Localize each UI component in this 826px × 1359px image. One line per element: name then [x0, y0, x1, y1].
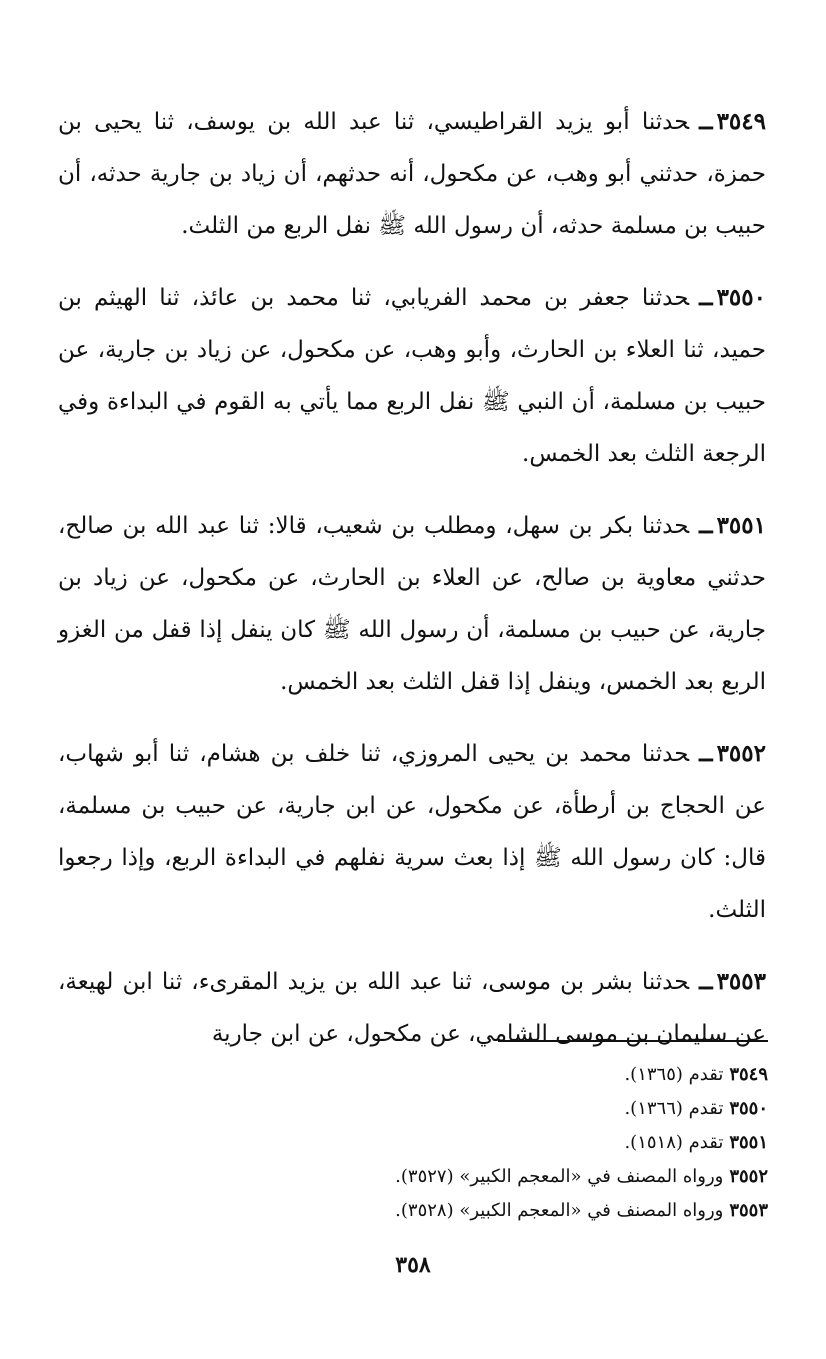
hadith-entry — [58, 272, 766, 480]
hadith-number: ٣٥٥٢ — [716, 740, 766, 767]
hadith-dash: ــ — [699, 108, 713, 135]
hadith-number: ٣٥٥٠ — [716, 284, 766, 311]
hadith-text: حدثنا محمد بن يحيى المروزي، ثنا خلف بن هشام، ثنا أبو شهاب، عن الحجاج بن أرطأة، عن مكحول، عن ابن جارية، عن حبيب بن مسلمة، قال: كان رسول الله ﷺ إذا بعث سرية نفلهم في البداءة الربع، وإذا رجعوا الثلث. — [58, 741, 766, 923]
footnote-item — [60, 1126, 768, 1160]
footnote-item — [60, 1058, 768, 1092]
footnote-number: ٣٥٥٠ — [729, 1098, 768, 1119]
footnote-number: ٣٥٥٢ — [729, 1166, 768, 1187]
footnotes — [60, 1058, 768, 1228]
hadith-dash: ــ — [699, 512, 713, 539]
hadith-entry — [58, 728, 766, 936]
hadith-number: ٣٥٤٩ — [716, 108, 766, 135]
hadith-entry — [58, 96, 766, 252]
footnote-number: ٣٥٥١ — [729, 1132, 768, 1153]
page-body — [58, 96, 766, 1080]
hadith-number: ٣٥٥١ — [716, 512, 766, 539]
hadith-entry — [58, 956, 766, 1060]
hadith-dash: ــ — [699, 284, 713, 311]
hadith-text: حدثنا بكر بن سهل، ومطلب بن شعيب، قالا: ثنا عبد الله بن صالح، حدثني معاوية بن صالح، عن العلاء بن الحارث، عن مكحول، عن زياد بن جارية، عن حبيب بن مسلمة، أن رسول الله ﷺ كان ينفل إذا قفل من الغزو الربع بعد الخمس، وينفل إذا قفل الثلث بعد الخمس. — [58, 513, 766, 695]
page-number: ٣٥٨ — [395, 1252, 431, 1278]
footnote-text: تقدم (١٣٦٦). — [624, 1098, 724, 1119]
footnote-text: تقدم (١٥١٨). — [624, 1132, 724, 1153]
hadith-number: ٣٥٥٣ — [716, 968, 766, 995]
hadith-text: حدثنا أبو يزيد القراطيسي، ثنا عبد الله بن يوسف، ثنا يحيى بن حمزة، حدثني أبو وهب، عن مكحول، أنه حدثهم، أن زياد بن جارية حدثه، أن حبيب بن مسلمة حدثه، أن رسول الله ﷺ نفل الربع من الثلث. — [58, 109, 766, 239]
hadith-dash: ــ — [699, 740, 713, 767]
footnote-text: ورواه المصنف في «المعجم الكبير» (٣٥٢٨). — [395, 1200, 724, 1221]
footnote-text: ورواه المصنف في «المعجم الكبير» (٣٥٢٧). — [395, 1166, 724, 1187]
hadith-dash: ــ — [699, 968, 713, 995]
footnote-item — [60, 1092, 768, 1126]
footnote-item — [60, 1194, 768, 1228]
footnote-divider — [498, 1040, 768, 1042]
hadith-entry — [58, 500, 766, 708]
footnote-number: ٣٥٥٣ — [729, 1200, 768, 1221]
hadith-text: حدثنا جعفر بن محمد الفريابي، ثنا محمد بن عائذ، ثنا الهيثم بن حميد، ثنا العلاء بن الحارث، وأبو وهب، عن مكحول، عن زياد بن جارية، عن حبيب بن مسلمة، أن النبي ﷺ نفل الربع مما يأتي به القوم في البداءة وفي الرجعة الثلث بعد الخمس. — [58, 285, 766, 467]
hadith-text: حدثنا بشر بن موسى، ثنا عبد الله بن يزيد المقرىء، ثنا ابن لهيعة، عن سليمان بن موسى الشامي، عن مكحول، عن ابن جارية — [58, 969, 766, 1047]
footnote-text: تقدم (١٣٦٥). — [624, 1064, 724, 1085]
footnote-item — [60, 1160, 768, 1194]
footnote-number: ٣٥٤٩ — [729, 1064, 768, 1085]
